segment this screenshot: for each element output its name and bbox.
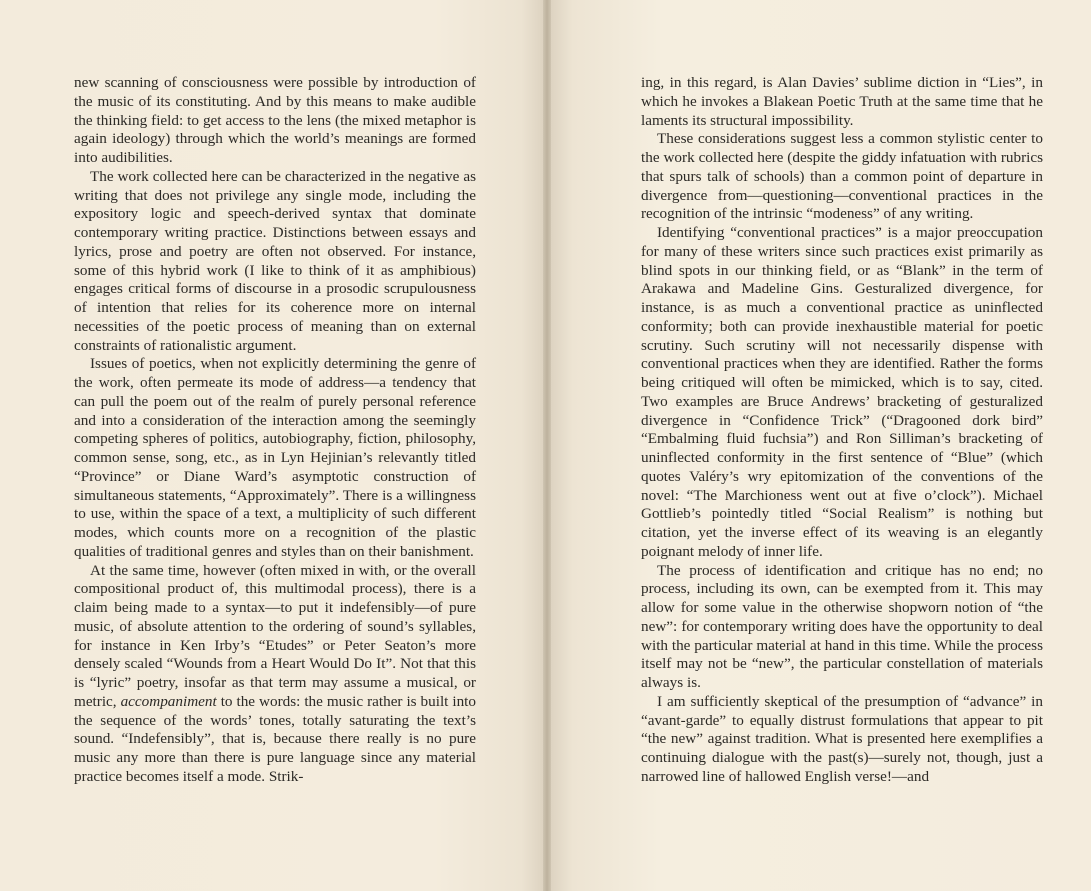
left-paragraph-4 [74,562,476,787]
left-paragraph-4-part-1: At the same time, however (often mixed in with, or the overall compositional product of, this multimodal process), there is a claim being made to a syntax—to put it indefensibly—of pure music, of absolute attention to the ordering of sound’s syllables, for instance in Ken Irby’s “Etudes” or Peter Seaton’s more densely scaled “Wounds from a Heart Would Do It”. Not that this is “lyric” poetry, insofar as that term may assume a musical, or metric, [74,561,476,710]
left-page-text [74,74,476,787]
emphasis-accompaniment: accompaniment [120,692,217,710]
left-paragraph-2: The work collected here can be characterized in the negative as writing that does not privilege any single mode, including the expository logic and speech-derived syntax that dominate contemporary writing practice. Distinctions between essays and lyrics, prose and poetry are often not observed. For instance, some of this hybrid work (I like to think of it as amphibious) engages critical forms of discourse in a prosodic scrupulousness of intention that relies for its coherence more on internal necessities of the poetic process of meaning than on external constraints of rationalistic argument. [74,167,476,354]
left-paragraph-1: new scanning of consciousness were possible by introduction of the music of its constituting. And by this means to make audible the thinking field: to get access to the lens (the mixed metaphor is again ideology) through which the world’s meanings are formed into audibilities. [74,74,476,166]
right-page [551,0,1091,891]
left-page [0,0,543,891]
right-page-text [641,74,1043,787]
right-paragraph-2: These considerations suggest less a common stylistic center to the work collected here (despite the giddy infatuation with rubrics that spurs talk of schools) than a common point of departure in divergence from—questioning—conventional practices in the recognition of the intrinsic “modeness” of any writing. [641,130,1043,223]
book-gutter [543,0,551,891]
right-paragraph-1: ing, in this regard, is Alan Davies’ sublime diction in “Lies”, in which he invokes a Blakean Poetic Truth at the same time that he laments its structural impossibility. [641,74,1043,129]
left-paragraph-3: Issues of poetics, when not explicitly determining the genre of the work, often permeate its mode of address—a tendency that can pull the poem out of the realm of purely personal reference and into a consideration of the interaction among the seemingly competing spheres of politics, autobiography, fiction, philosophy, common sense, song, etc., as in Lyn Hejinian’s relevantly titled “Province” or Diane Ward’s asymptotic construction of simultaneous statements, “Approximately”. There is a willingness to use, within the space of a text, a multiplicity of such different modes, which counts more on a recognition of the plastic qualities of traditional genres and styles than on their banishment. [74,355,476,560]
right-paragraph-4: The process of identification and critique has no end; no process, including its own, can be exempted from it. This may allow for some value in the otherwise shopworn notion of “the new”: for contemporary writing does have the opportunity to deal with the particular material at hand in this time. While the process itself may not be “new”, the particular constellation of materials always is. [641,561,1043,691]
right-paragraph-3: Identifying “conventional practices” is a major preoccupation for many of these writers since such practices exist primarily as blind spots in our thinking field, or as “Blank” in the term of Arakawa and Madeline Gins. Gesturalized divergence, for instance, is as much a conventional practice as uninflected conformity; both can provide inexhaustible material for poetic scrutiny. Such scrutiny will not necessarily dispense with conventional practices when they are identified. Rather the forms being critiqued will often be mimicked, which is to say, cited. Two examples are Bruce Andrews’ bracketing of gesturalized divergence in “Confidence Trick” (“Dragooned dork bird” “Embalming fluid fuchsia”) and Ron Silliman’s bracketing of uninflected conformity in the first sentence of “Blue” (which quotes Valéry’s wry epitomization of the conventions of the novel: “The Marchioness went out at five o’clock”). Michael Gottlieb’s pointedly titled “Social Realism” is nothing but citation, yet the inverse effect of its weaving is an elegantly poignant melody of inner life. [641,224,1043,560]
left-paragraph-4-part-2: to the words: the music rather is built into the sequence of the words’ tones, totally saturating the text’s sound. “Indefensibly”, that is, because there really is no pure music any more than there is pure language since any material practice becomes itself a mode. Strik- [74,692,476,785]
right-paragraph-5: I am sufficiently skeptical of the presumption of “advance” in “avant-garde” to equally distrust formulations that appear to pit “the new” against tradition. What is presented here exemplifies a continuing dialogue with the past(s)—surely not, though, just a narrowed line of hallowed English verse!—and [641,692,1043,785]
